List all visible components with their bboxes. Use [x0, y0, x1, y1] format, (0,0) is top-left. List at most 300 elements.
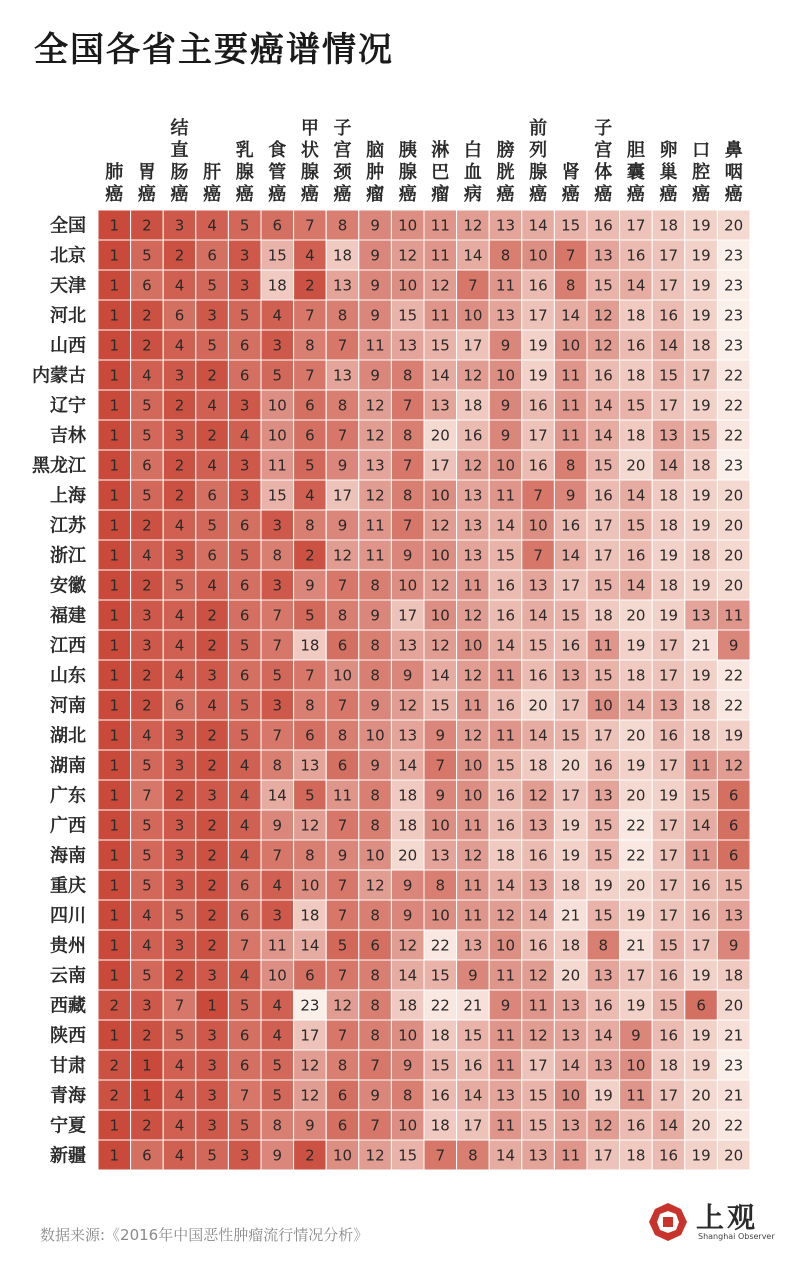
cell-value: 9 — [728, 636, 739, 655]
cell-value: 16 — [528, 666, 548, 685]
cell-value: 19 — [691, 486, 711, 505]
cell-value: 11 — [430, 246, 450, 265]
cell-value: 8 — [565, 276, 576, 295]
cell-value: 11 — [463, 696, 483, 715]
cell-value: 23 — [724, 276, 744, 295]
cell-value: 15 — [724, 876, 744, 895]
cell-value: 9 — [337, 456, 348, 475]
cell-value: 18 — [626, 426, 646, 445]
cell-value: 3 — [207, 306, 217, 325]
cell-value: 20 — [724, 516, 744, 535]
cell-value: 14 — [495, 636, 516, 655]
cell-value: 16 — [658, 966, 679, 985]
column-header: 结直肠癌 — [170, 118, 189, 205]
cell-value: 2 — [207, 846, 217, 865]
row-label: 内蒙古 — [32, 365, 86, 387]
cell-value: 15 — [528, 1086, 548, 1105]
cell-value: 4 — [305, 486, 315, 505]
cell-value: 11 — [691, 846, 711, 865]
cell-value: 7 — [370, 1116, 380, 1135]
cell-value: 18 — [658, 1056, 679, 1075]
cell-value: 7 — [337, 906, 348, 925]
cell-value: 20 — [626, 456, 646, 475]
cell-value: 17 — [398, 606, 418, 625]
cell-value: 14 — [528, 606, 548, 625]
cell-value: 9 — [370, 696, 380, 715]
cell-value: 5 — [207, 336, 217, 355]
column-header: 前列腺癌 — [529, 118, 548, 205]
logo-mark-icon — [648, 1202, 688, 1242]
cell-value: 11 — [691, 756, 711, 775]
cell-value: 20 — [561, 966, 581, 985]
cell-value: 11 — [463, 576, 483, 595]
cell-value: 13 — [398, 336, 418, 355]
cell-value: 3 — [207, 786, 217, 805]
cell-value: 10 — [398, 276, 418, 295]
cell-value: 13 — [528, 1146, 548, 1165]
cell-value: 4 — [174, 1146, 185, 1165]
cell-value: 14 — [561, 1056, 581, 1075]
cell-value: 15 — [398, 1146, 418, 1165]
cell-value: 6 — [239, 876, 250, 895]
cell-value: 18 — [300, 906, 320, 925]
cell-value: 10 — [495, 936, 516, 955]
cell-value: 3 — [272, 696, 283, 715]
cell-value: 5 — [174, 576, 185, 595]
cell-value: 16 — [561, 636, 581, 655]
cell-value: 4 — [239, 426, 250, 445]
cell-value: 15 — [626, 516, 646, 535]
page-title: 全国各省主要癌谱情况 — [34, 30, 394, 70]
cell-value: 19 — [658, 546, 679, 565]
cell-value: 17 — [658, 906, 679, 925]
cell-value: 12 — [593, 306, 613, 325]
cell-value: 13 — [463, 486, 483, 505]
cell-value: 11 — [430, 216, 450, 235]
cell-value: 8 — [370, 996, 380, 1015]
cell-value: 14 — [658, 336, 679, 355]
cell-value: 2 — [142, 576, 152, 595]
cell-value: 9 — [402, 546, 413, 565]
cell-value: 15 — [528, 1116, 548, 1135]
cell-value: 10 — [267, 426, 287, 445]
cell-value: 8 — [337, 396, 348, 415]
cell-value: 20 — [561, 756, 581, 775]
cell-value: 13 — [463, 936, 483, 955]
cell-value: 11 — [463, 906, 483, 925]
column-header: 白血病 — [463, 140, 482, 205]
cell-value: 11 — [430, 306, 450, 325]
cell-value: 1 — [109, 306, 120, 325]
cell-value: 14 — [463, 246, 483, 265]
cell-value: 4 — [174, 276, 185, 295]
cell-value: 5 — [239, 306, 250, 325]
cell-value: 13 — [398, 636, 418, 655]
cell-value: 13 — [332, 366, 353, 385]
cell-value: 7 — [272, 606, 283, 625]
cell-value: 2 — [207, 366, 217, 385]
cell-value: 12 — [495, 906, 516, 925]
cell-value: 22 — [724, 396, 744, 415]
cell-value: 13 — [430, 396, 450, 415]
cell-value: 10 — [626, 1056, 646, 1075]
cell-value: 9 — [272, 1146, 283, 1165]
row-label: 吉林 — [50, 425, 86, 447]
cell-value: 7 — [435, 756, 446, 775]
cell-value: 1 — [109, 1026, 120, 1045]
cell-value: 5 — [142, 486, 152, 505]
cell-value: 14 — [561, 546, 581, 565]
cell-value: 8 — [565, 456, 576, 475]
cell-value: 7 — [565, 246, 576, 265]
cell-value: 3 — [207, 1116, 217, 1135]
cell-value: 16 — [495, 576, 516, 595]
cell-value: 1 — [142, 1086, 152, 1105]
cell-value: 19 — [691, 276, 711, 295]
cell-value: 7 — [174, 996, 185, 1015]
row-label: 山东 — [50, 665, 86, 687]
column-header: 肾癌 — [561, 162, 580, 205]
cell-value: 20 — [724, 1146, 744, 1165]
cell-value: 12 — [463, 606, 483, 625]
column-header: 子宫颈癌 — [333, 118, 352, 205]
cell-value: 10 — [463, 306, 483, 325]
cell-value: 13 — [495, 216, 516, 235]
cell-value: 18 — [626, 1146, 646, 1165]
cell-value: 17 — [658, 876, 679, 895]
cell-value: 10 — [365, 726, 385, 745]
cell-value: 12 — [528, 786, 548, 805]
cell-value: 15 — [398, 306, 418, 325]
cell-value: 16 — [593, 486, 613, 505]
cell-value: 3 — [174, 426, 185, 445]
cell-value: 8 — [272, 1116, 283, 1135]
cell-value: 1 — [109, 396, 120, 415]
cell-value: 10 — [332, 666, 353, 685]
cell-value: 9 — [500, 336, 511, 355]
cell-value: 13 — [658, 696, 679, 715]
cell-value: 18 — [332, 246, 353, 265]
cell-value: 12 — [365, 396, 385, 415]
cell-value: 2 — [109, 1056, 120, 1075]
cell-value: 11 — [365, 516, 385, 535]
cell-value: 4 — [174, 1116, 185, 1135]
cell-value: 12 — [528, 966, 548, 985]
cell-value: 9 — [370, 756, 380, 775]
cell-value: 10 — [561, 336, 581, 355]
cell-value: 14 — [430, 366, 450, 385]
cell-value: 18 — [398, 996, 418, 1015]
cell-value: 5 — [142, 846, 152, 865]
cell-value: 6 — [337, 1116, 348, 1135]
cell-value: 12 — [300, 816, 320, 835]
cell-value: 3 — [239, 396, 250, 415]
row-label: 重庆 — [50, 875, 86, 897]
cell-value: 12 — [463, 726, 483, 745]
cell-value: 14 — [626, 696, 646, 715]
cell-value: 15 — [561, 606, 581, 625]
cell-value: 8 — [370, 666, 380, 685]
cell-value: 15 — [593, 456, 613, 475]
cell-value: 3 — [239, 456, 250, 475]
cell-value: 4 — [207, 456, 217, 475]
cell-value: 9 — [402, 906, 413, 925]
cell-value: 1 — [109, 486, 120, 505]
cell-value: 8 — [337, 306, 348, 325]
cell-value: 11 — [463, 816, 483, 835]
column-header: 胆囊癌 — [626, 140, 645, 205]
cell-value: 1 — [109, 426, 120, 445]
cell-value: 16 — [691, 876, 711, 895]
cell-value: 6 — [305, 426, 315, 445]
cell-value: 18 — [528, 756, 548, 775]
cell-value: 12 — [398, 246, 418, 265]
cell-value: 1 — [207, 996, 217, 1015]
cell-value: 1 — [109, 516, 120, 535]
cell-value: 10 — [495, 456, 516, 475]
cell-value: 9 — [402, 876, 413, 895]
cell-value: 13 — [300, 756, 320, 775]
cell-value: 10 — [593, 696, 613, 715]
row-label: 四川 — [50, 905, 86, 927]
cell-value: 15 — [593, 846, 613, 865]
cell-value: 5 — [142, 966, 152, 985]
cell-value: 13 — [365, 456, 385, 475]
cell-value: 16 — [593, 996, 613, 1015]
cell-value: 1 — [109, 876, 120, 895]
cell-value: 3 — [239, 1146, 250, 1165]
cell-value: 14 — [691, 816, 711, 835]
row-label: 甘肃 — [50, 1055, 86, 1077]
cell-value: 1 — [142, 1056, 152, 1075]
cell-value: 3 — [272, 516, 283, 535]
cell-value: 19 — [691, 576, 711, 595]
row-label: 江西 — [50, 635, 86, 657]
cell-value: 2 — [207, 906, 217, 925]
cell-value: 8 — [402, 366, 413, 385]
cell-value: 7 — [337, 876, 348, 895]
cell-value: 14 — [398, 756, 418, 775]
row-label: 江苏 — [50, 515, 86, 537]
cell-value: 6 — [239, 906, 250, 925]
cell-value: 18 — [561, 876, 581, 895]
cell-value: 12 — [724, 756, 744, 775]
cell-value: 19 — [691, 666, 711, 685]
cell-value: 18 — [495, 846, 516, 865]
cell-value: 11 — [495, 966, 516, 985]
row-label: 云南 — [50, 965, 86, 987]
cell-value: 15 — [626, 396, 646, 415]
cell-value: 10 — [398, 1026, 418, 1045]
cell-value: 1 — [109, 786, 120, 805]
cell-value: 12 — [463, 666, 483, 685]
cell-value: 3 — [174, 816, 185, 835]
column-header: 口腔癌 — [692, 140, 711, 205]
cell-value: 4 — [174, 1056, 185, 1075]
cell-value: 2 — [174, 966, 185, 985]
cell-value: 19 — [691, 246, 711, 265]
cell-value: 17 — [658, 246, 679, 265]
row-label: 河南 — [50, 695, 86, 717]
cell-value: 11 — [332, 786, 353, 805]
cell-value: 8 — [402, 486, 413, 505]
cell-value: 1 — [109, 846, 120, 865]
shanghai-observer-logo — [648, 1196, 778, 1246]
cell-value: 5 — [305, 456, 315, 475]
cell-value: 6 — [142, 456, 152, 475]
logo-subtitle: Shanghai Observer — [698, 1232, 775, 1241]
cell-value: 16 — [528, 276, 548, 295]
cell-value: 20 — [430, 426, 450, 445]
cell-value: 10 — [430, 546, 450, 565]
cell-value: 14 — [593, 1026, 613, 1045]
cell-value: 4 — [305, 246, 315, 265]
cell-value: 12 — [463, 216, 483, 235]
cell-value: 11 — [267, 456, 287, 475]
cell-value: 15 — [691, 786, 711, 805]
cell-value: 2 — [142, 696, 152, 715]
cell-value: 1 — [109, 1116, 120, 1135]
cell-value: 17 — [658, 1086, 679, 1105]
cell-value: 12 — [300, 1086, 320, 1105]
cell-value: 9 — [500, 396, 511, 415]
cell-value: 3 — [142, 996, 152, 1015]
cell-value: 6 — [239, 336, 250, 355]
cell-value: 16 — [593, 216, 613, 235]
cell-value: 16 — [658, 1026, 679, 1045]
cell-value: 1 — [109, 546, 120, 565]
cell-value: 6 — [142, 1146, 152, 1165]
cell-value: 14 — [495, 876, 516, 895]
cell-value: 13 — [495, 1086, 516, 1105]
cell-value: 11 — [495, 486, 516, 505]
cell-value: 13 — [593, 786, 613, 805]
cell-value: 4 — [239, 816, 250, 835]
cell-value: 17 — [658, 276, 679, 295]
cell-value: 21 — [724, 1026, 744, 1045]
column-header: 鼻咽癌 — [724, 140, 743, 205]
cell-value: 13 — [593, 966, 613, 985]
cell-value: 18 — [691, 456, 711, 475]
cell-value: 14 — [267, 786, 287, 805]
cell-value: 18 — [626, 366, 646, 385]
cell-value: 14 — [300, 936, 320, 955]
cell-value: 20 — [724, 576, 744, 595]
cell-value: 12 — [528, 1026, 548, 1045]
cell-value: 7 — [305, 666, 315, 685]
cell-value: 4 — [239, 756, 250, 775]
cell-value: 11 — [561, 1146, 581, 1165]
cell-value: 15 — [593, 906, 613, 925]
cell-value: 10 — [528, 246, 548, 265]
cell-value: 12 — [332, 546, 353, 565]
cell-value: 10 — [332, 1146, 353, 1165]
cell-value: 6 — [305, 966, 315, 985]
cell-value: 10 — [398, 576, 418, 595]
cell-value: 13 — [724, 906, 744, 925]
cell-value: 7 — [337, 966, 348, 985]
cell-value: 18 — [430, 1116, 450, 1135]
cell-value: 9 — [435, 726, 446, 745]
cell-value: 5 — [272, 1056, 283, 1075]
column-header: 卵巢癌 — [659, 140, 678, 205]
cell-value: 13 — [593, 246, 613, 265]
cell-value: 15 — [528, 636, 548, 655]
cell-value: 6 — [696, 996, 706, 1015]
cell-value: 17 — [691, 936, 711, 955]
cell-value: 7 — [239, 936, 250, 955]
cell-value: 2 — [174, 486, 185, 505]
cell-value: 7 — [305, 216, 315, 235]
cell-value: 8 — [337, 726, 348, 745]
cell-value: 10 — [300, 876, 320, 895]
cell-value: 8 — [370, 1026, 380, 1045]
cell-value: 3 — [174, 726, 185, 745]
cell-value: 6 — [305, 726, 315, 745]
cell-value: 22 — [430, 996, 450, 1015]
cell-value: 4 — [174, 516, 185, 535]
cell-value: 15 — [561, 726, 581, 745]
cell-value: 6 — [370, 936, 380, 955]
cell-value: 11 — [463, 876, 483, 895]
cell-value: 9 — [337, 516, 348, 535]
cell-value: 20 — [724, 996, 744, 1015]
cell-value: 5 — [207, 516, 217, 535]
cell-value: 1 — [109, 216, 120, 235]
cell-value: 18 — [691, 546, 711, 565]
cell-value: 2 — [207, 816, 217, 835]
cell-value: 5 — [174, 1026, 185, 1045]
cell-value: 3 — [174, 546, 185, 565]
cell-value: 19 — [528, 336, 548, 355]
cell-value: 4 — [174, 336, 185, 355]
row-label: 辽宁 — [50, 395, 86, 417]
cell-value: 20 — [724, 546, 744, 565]
cell-value: 12 — [365, 486, 385, 505]
cell-value: 5 — [337, 936, 348, 955]
cell-value: 17 — [626, 216, 646, 235]
cell-value: 1 — [109, 906, 120, 925]
cell-value: 8 — [402, 1086, 413, 1105]
cell-value: 5 — [272, 1086, 283, 1105]
cell-value: 16 — [528, 936, 548, 955]
cell-value: 16 — [626, 246, 646, 265]
cell-value: 20 — [724, 486, 744, 505]
cell-value: 9 — [370, 366, 380, 385]
cell-value: 6 — [239, 1056, 250, 1075]
cell-value: 12 — [593, 336, 613, 355]
cell-value: 18 — [561, 936, 581, 955]
cell-value: 7 — [435, 1146, 446, 1165]
cell-value: 5 — [272, 366, 283, 385]
cell-value: 17 — [561, 696, 581, 715]
cell-value: 14 — [528, 216, 548, 235]
cell-value: 5 — [207, 276, 217, 295]
cell-value: 17 — [593, 546, 613, 565]
cell-value: 6 — [174, 696, 185, 715]
cell-value: 19 — [626, 906, 646, 925]
cell-value: 16 — [626, 546, 646, 565]
cell-value: 15 — [561, 216, 581, 235]
cell-value: 14 — [398, 966, 418, 985]
cell-value: 4 — [174, 1086, 185, 1105]
cell-value: 4 — [142, 726, 152, 745]
cell-value: 2 — [305, 546, 315, 565]
cell-value: 1 — [109, 606, 120, 625]
cell-value: 11 — [495, 1116, 516, 1135]
cell-value: 9 — [370, 276, 380, 295]
cell-value: 17 — [626, 966, 646, 985]
